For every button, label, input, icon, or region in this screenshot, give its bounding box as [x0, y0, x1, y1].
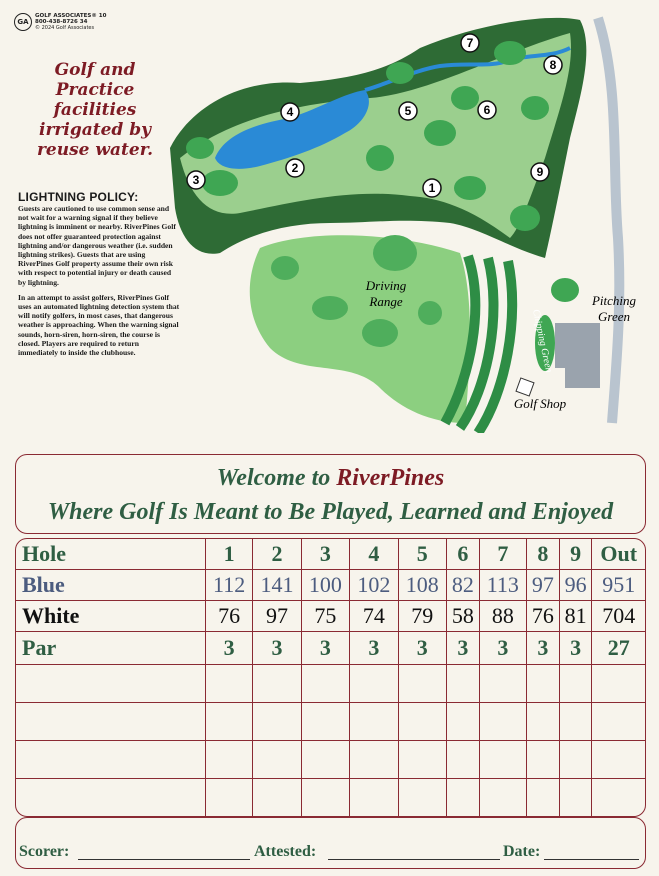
svg-text:4: 4: [286, 105, 294, 119]
hole-label: Hole: [16, 539, 206, 570]
svg-text:2: 2: [291, 161, 299, 175]
score-total-cell[interactable]: [592, 665, 645, 703]
score-cell[interactable]: [253, 741, 301, 779]
par-value: 3: [253, 632, 301, 665]
score-cell[interactable]: [559, 779, 592, 817]
white-total: 704: [592, 601, 645, 632]
pitching-green-label-line1: Pitching: [591, 293, 637, 308]
date-field[interactable]: [544, 858, 639, 860]
date-label: Date:: [503, 843, 541, 860]
par-value: 3: [350, 632, 398, 665]
player-name-cell[interactable]: [16, 779, 206, 817]
hole-number: 2: [253, 539, 301, 570]
score-cell[interactable]: [253, 779, 301, 817]
white-tee-label: White: [16, 601, 206, 632]
score-cell[interactable]: [253, 665, 301, 703]
svg-text:1: 1: [428, 181, 436, 195]
hole-number: 1: [206, 539, 253, 570]
blue-yardage: 112: [206, 570, 253, 601]
attested-label: Attested:: [254, 843, 317, 860]
scorer-field[interactable]: [78, 858, 250, 860]
driving-range-label-line1: Driving: [365, 278, 407, 293]
score-cell[interactable]: [559, 665, 592, 703]
welcome-banner: [15, 454, 646, 534]
player-score-row: [16, 703, 645, 741]
score-cell[interactable]: [479, 665, 526, 703]
hole-number: 6: [446, 539, 479, 570]
lightning-policy-paragraph-1: Guests are cautioned to use common sense and not wait for a warning signal if they believe lightning is imminent or nearby. RiverPines Golf does not offer guaranteed protection against lightning and/or dangerous weather (i.e. sudden lightning strikes). Guests that are using RiverPines Golf property assume their own risk with respect to potential injury or death caused by lightning.: [18, 204, 176, 287]
golf-associates-logo-icon: GA: [14, 13, 32, 31]
svg-text:6: 6: [483, 103, 491, 117]
score-cell[interactable]: [446, 665, 479, 703]
white-yardage: 76: [526, 601, 559, 632]
blue-yardage: 113: [479, 570, 526, 601]
white-yardage: 81: [559, 601, 592, 632]
course-map: [150, 8, 655, 433]
pitching-green-label-line2: Green: [597, 309, 631, 324]
score-cell[interactable]: [559, 703, 592, 741]
score-cell[interactable]: [301, 779, 349, 817]
score-cell[interactable]: [206, 741, 253, 779]
score-cell[interactable]: [479, 703, 526, 741]
blue-yardage: 96: [559, 570, 592, 601]
scorecard-table: [16, 539, 645, 816]
scorer-label: Scorer:: [19, 843, 70, 860]
par-value: 3: [526, 632, 559, 665]
score-cell[interactable]: [350, 741, 398, 779]
road: [598, 18, 619, 423]
blue-yardage: 141: [253, 570, 301, 601]
score-cell[interactable]: [350, 703, 398, 741]
score-cell[interactable]: [206, 665, 253, 703]
score-cell[interactable]: [301, 703, 349, 741]
score-cell[interactable]: [301, 665, 349, 703]
signature-box: [15, 817, 646, 869]
score-cell[interactable]: [398, 665, 446, 703]
blue-yardage: 102: [350, 570, 398, 601]
par-value: 3: [559, 632, 592, 665]
hole-marker-6: [478, 101, 496, 119]
course-name: RiverPines: [336, 465, 445, 491]
score-cell[interactable]: [479, 779, 526, 817]
out-label: Out: [592, 539, 645, 570]
par-value: 3: [206, 632, 253, 665]
blue-tee-row: [16, 570, 645, 601]
white-yardage: 88: [479, 601, 526, 632]
score-cell[interactable]: [526, 665, 559, 703]
score-total-cell[interactable]: [592, 703, 645, 741]
score-cell[interactable]: [206, 779, 253, 817]
lightning-policy-paragraph-2: In an attempt to assist golfers, RiverPines Golf uses an automated lightning detection system that will notify golfers, in most cases, that dangerous weather is approaching. When the warning signal sounds, horn-siren, horn-siren, the course is closed. Players are required to return immediately to inside the clubhouse.: [18, 292, 180, 358]
hole-marker-9: [531, 163, 549, 181]
white-tee-row: [16, 601, 645, 632]
white-yardage: 58: [446, 601, 479, 632]
par-value: 3: [479, 632, 526, 665]
par-label: Par: [16, 632, 206, 665]
hole-marker-7: [461, 34, 479, 52]
score-cell[interactable]: [526, 779, 559, 817]
score-cell[interactable]: [398, 703, 446, 741]
player-score-row: [16, 779, 645, 817]
score-cell[interactable]: [559, 741, 592, 779]
score-cell[interactable]: [526, 703, 559, 741]
golf-shop-building: [516, 378, 534, 396]
clubhouse: [555, 323, 600, 388]
score-cell[interactable]: [350, 665, 398, 703]
hole-number: 7: [479, 539, 526, 570]
player-score-row: [16, 665, 645, 703]
publisher-phone: 800-438-8726 34: [35, 19, 88, 25]
hole-marker-2: [286, 159, 304, 177]
publisher-logo: [14, 13, 106, 31]
scorecard: [15, 538, 646, 817]
hole-marker-1: [423, 179, 441, 197]
hole-number: 4: [350, 539, 398, 570]
hole-number: 3: [301, 539, 349, 570]
blue-yardage: 108: [398, 570, 446, 601]
driving-range-label-line2: Range: [369, 294, 403, 309]
par-value: 3: [301, 632, 349, 665]
chipping-green-label: Chipping Green: [530, 308, 555, 374]
hole-marker-4: [281, 103, 299, 121]
attested-field[interactable]: [328, 858, 500, 860]
score-cell[interactable]: [398, 779, 446, 817]
hole-marker-3: [187, 171, 205, 189]
score-cell[interactable]: [206, 703, 253, 741]
white-yardage: 76: [206, 601, 253, 632]
par-value: 3: [398, 632, 446, 665]
publisher-copyright: © 2024 Golf Associates: [35, 25, 95, 31]
score-total-cell[interactable]: [592, 741, 645, 779]
publisher-name: GOLF ASSOCIATES® 10: [35, 13, 107, 19]
hole-number: 5: [398, 539, 446, 570]
svg-text:3: 3: [192, 173, 200, 187]
score-cell[interactable]: [479, 741, 526, 779]
white-yardage: 74: [350, 601, 398, 632]
golf-shop-label: Golf Shop: [513, 396, 567, 411]
blue-yardage: 82: [446, 570, 479, 601]
hole-marker-5: [399, 102, 417, 120]
lightning-policy-title: LIGHTNING POLICY:: [18, 190, 139, 204]
blue-tee-label: Blue: [16, 570, 206, 601]
score-cell[interactable]: [398, 741, 446, 779]
svg-text:5: 5: [404, 104, 412, 118]
player-name-cell[interactable]: [16, 741, 206, 779]
par-row: [16, 632, 645, 665]
hole-number: 8: [526, 539, 559, 570]
score-cell[interactable]: [301, 741, 349, 779]
white-yardage: 79: [398, 601, 446, 632]
welcome-heading: Welcome to RiverPines: [216, 465, 445, 491]
player-name-cell[interactable]: [16, 665, 206, 703]
hole-row: [16, 539, 645, 570]
blue-total: 951: [592, 570, 645, 601]
score-cell[interactable]: [350, 779, 398, 817]
svg-text:9: 9: [536, 165, 544, 179]
score-cell[interactable]: [526, 741, 559, 779]
score-total-cell[interactable]: [592, 779, 645, 817]
hole-number: 9: [559, 539, 592, 570]
blue-yardage: 100: [301, 570, 349, 601]
score-cell[interactable]: [446, 741, 479, 779]
hole-marker-8: [544, 56, 562, 74]
pitching-green: [551, 278, 579, 302]
svg-text:8: 8: [549, 58, 557, 72]
player-name-cell[interactable]: [16, 703, 206, 741]
score-cell[interactable]: [253, 703, 301, 741]
par-value: 3: [446, 632, 479, 665]
reuse-water-notice: Golf and Practice facilities irrigated by reuse water.: [36, 60, 154, 160]
svg-text:7: 7: [466, 36, 474, 50]
score-cell[interactable]: [446, 779, 479, 817]
white-yardage: 75: [301, 601, 349, 632]
score-cell[interactable]: [446, 703, 479, 741]
par-total: 27: [592, 632, 645, 665]
blue-yardage: 97: [526, 570, 559, 601]
welcome-tagline: Where Golf Is Meant to Be Played, Learned and Enjoyed: [47, 499, 614, 525]
white-yardage: 97: [253, 601, 301, 632]
player-score-row: [16, 741, 645, 779]
